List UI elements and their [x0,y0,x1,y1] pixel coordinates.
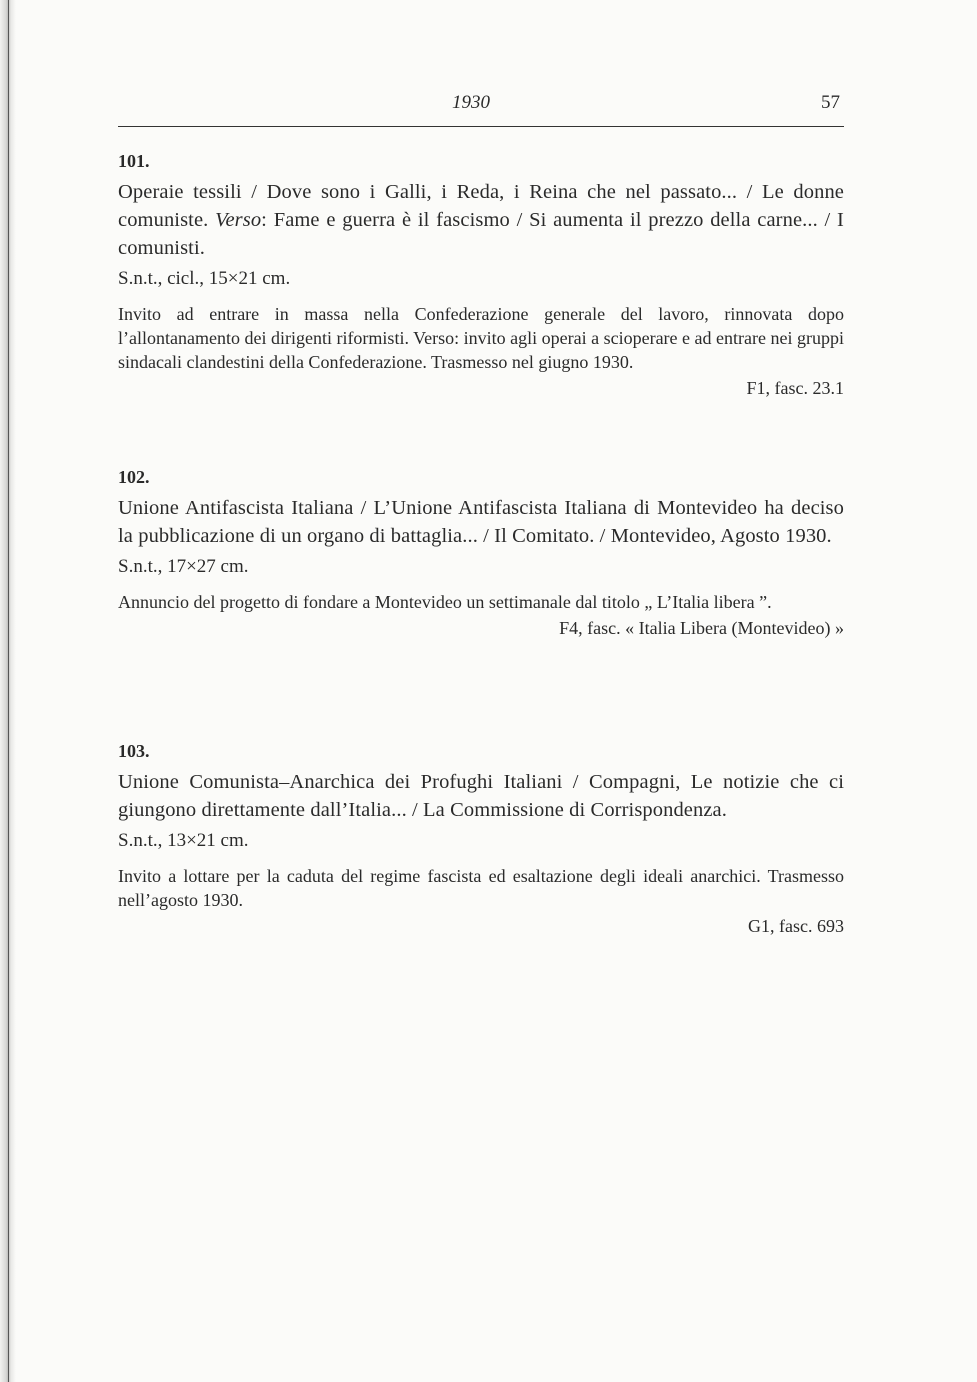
verso-label: Verso [215,209,262,231]
scan-edge-line [8,0,9,1382]
entry-reference: F1, fasc. 23.1 [746,378,844,398]
entry-description: Invito ad entrare in massa nella Confederazione generale del lavoro, rinnovata dopo l’allontanamento dei dirigenti riformisti. Verso: invito agli operai a scioperare e ad entrare nei gruppi sindacali clandestini della Confederazione. Trasmesso nel giugno 1930. [118,304,844,372]
page-number: 57 [821,92,840,113]
entry-title: Unione Antifascista Italiana / L’Unione Antifascista Italiana di Montevideo ha deciso la pubblicazione di un organo di battaglia... / Il Comitato. / Montevideo, Agosto 1930. [118,497,844,547]
catalog-entry-102 [118,466,844,640]
running-head-year: 1930 [452,92,490,113]
page-header [118,92,844,127]
entry-format: S.n.t., cicl., 15×21 cm. [118,268,291,289]
catalog-entry-101 [118,150,844,400]
entry-number: 103. [118,741,150,761]
entry-format: S.n.t., 17×27 cm. [118,556,249,577]
entry-format: S.n.t., 13×21 cm. [118,830,249,851]
catalog-entry-103 [118,740,844,938]
entry-title-part1: Operaie tessili / Dove sono i Galli, i Reda, i Reina che nel passato... / Le donne comuniste. [118,181,844,231]
entry-reference: F4, fasc. « Italia Libera (Montevideo) » [559,618,844,638]
entry-title-part2: : Fame e guerra è il fascismo / Si aumenta il prezzo della carne... / I comunisti. [118,209,844,259]
entry-description: Invito a lottare per la caduta del regime fascista ed esaltazione degli ideali anarchici. Trasmesso nell’agosto 1930. [118,866,844,910]
entry-number: 102. [118,467,150,487]
entry-reference: G1, fasc. 693 [748,916,844,936]
entry-number: 101. [118,151,150,171]
entry-title: Unione Comunista–Anarchica dei Profughi Italiani / Compagni, Le notizie che ci giungono direttamente dall’Italia... / La Commissione di Corrispondenza. [118,771,844,821]
entry-title [118,178,844,262]
entry-description: Annuncio del progetto di fondare a Montevideo un settimanale dal titolo „ L’Italia libera ”. [118,592,772,612]
